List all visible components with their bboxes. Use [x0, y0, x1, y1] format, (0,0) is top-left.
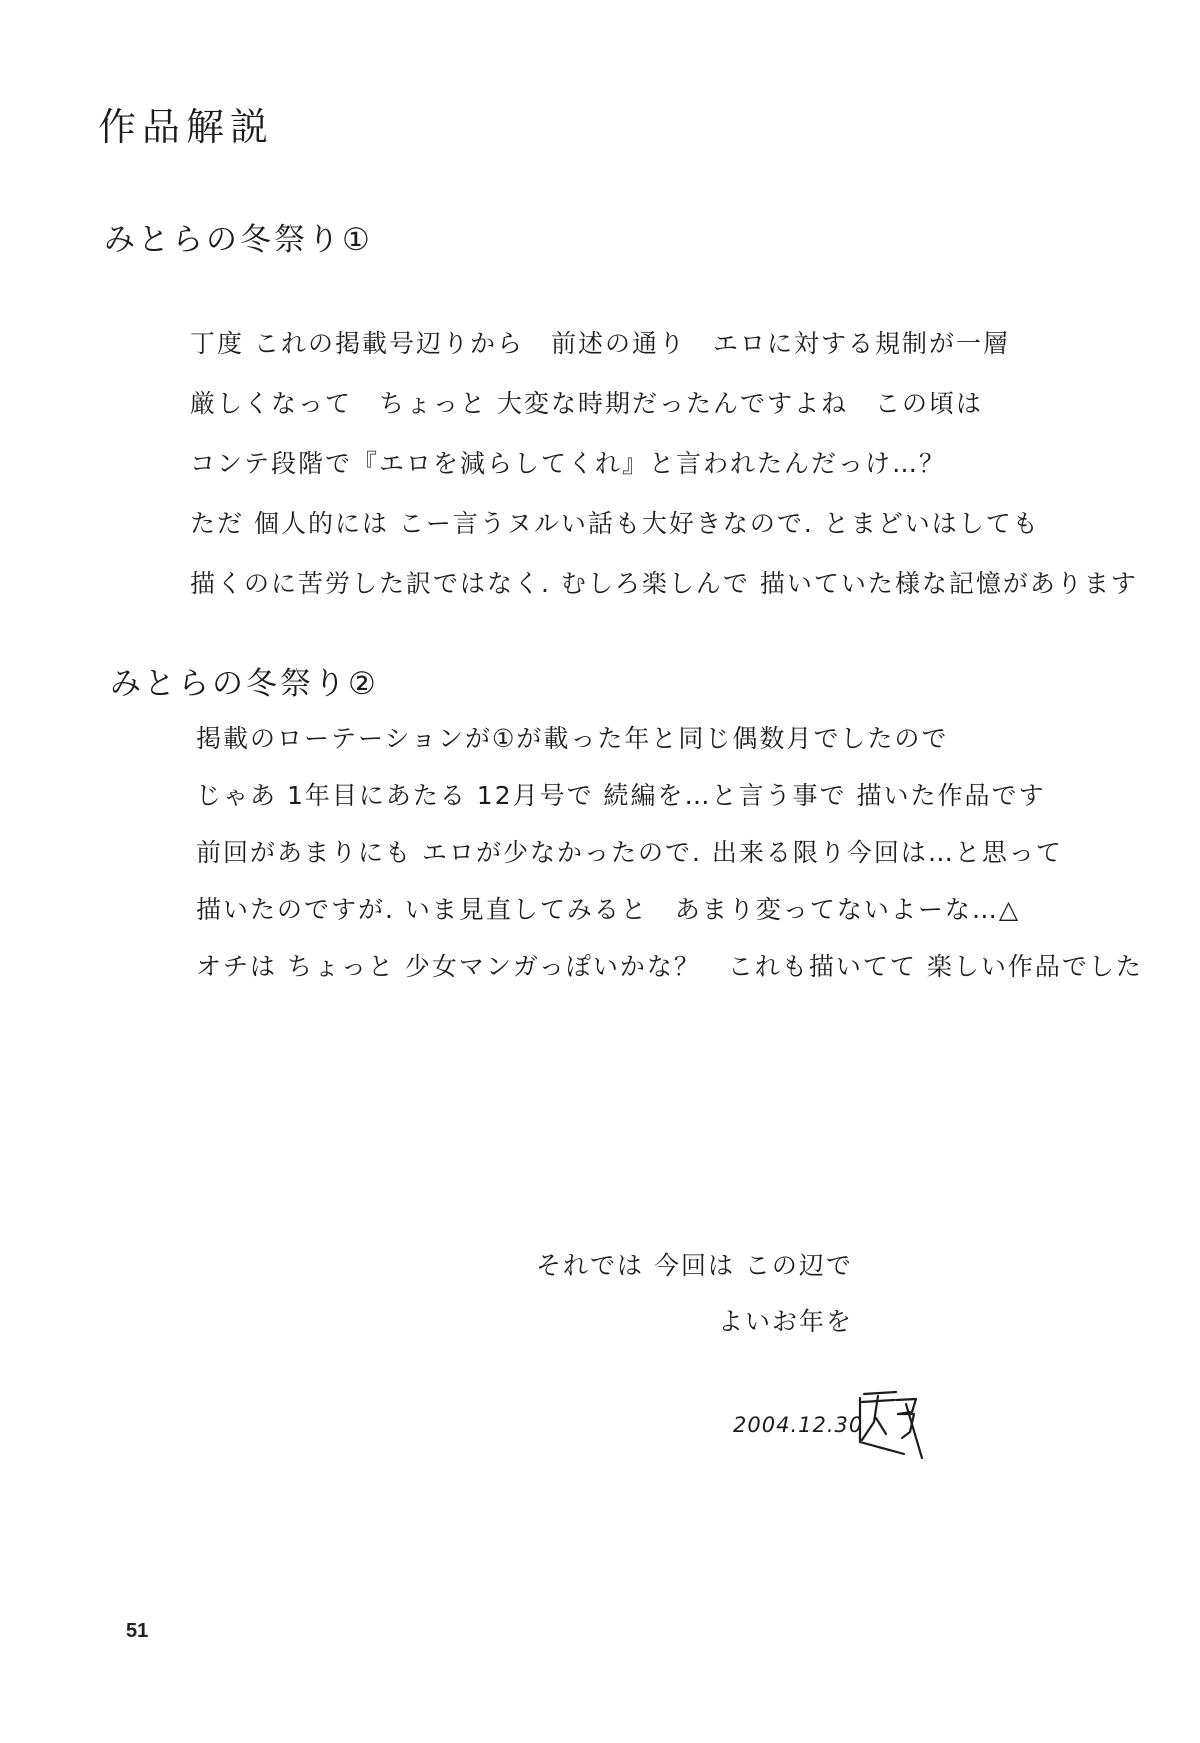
section-body-1 — [190, 329, 1138, 629]
text-line: 丁度 これの掲載号辺りから 前述の通り エロに対する規制が一層 — [190, 329, 1010, 358]
page-number: 51 — [126, 1620, 149, 1642]
section-heading-1: みとらの冬祭り① — [104, 222, 373, 258]
text-line: 描いたのですが. いま見直してみると あまり変ってないよーな…△ — [196, 895, 1021, 924]
page-title: 作品解説 — [98, 105, 275, 149]
text-line: 描くのに苦労した訳ではなく. むしろ楽しんで 描いていた様な記憶があります — [190, 569, 1138, 598]
text-line: 厳しくなって ちょっと 大変な時期だったんですよね この頃は — [190, 389, 983, 418]
text-line: オチは ちょっと 少女マンガっぽいかな？ これも描いてて 楽しい作品でした — [196, 952, 1143, 981]
text-line: ただ 個人的には こー言うヌルい話も大好きなので. とまどいはしても — [190, 509, 1040, 538]
section-body-2 — [196, 724, 1143, 1009]
section-heading-2: みとらの冬祭り② — [110, 666, 379, 702]
text-line: 前回があまりにも エロが少なかったので. 出来る限り今回は…と思って — [196, 838, 1063, 867]
date-text: 2004.12.30 — [733, 1413, 864, 1437]
text-line: 掲載のローテーションが①が載った年と同じ偶数月でしたので — [196, 724, 949, 753]
text-line: コンテ段階で『エロを減らしてくれ』と言われたんだっけ…？ — [190, 449, 947, 478]
closing-line-2: よいお年を — [718, 1307, 854, 1336]
text-line: じゃあ 1年目にあたる 12月号で 続編を…と言う事で 描いた作品です — [196, 781, 1046, 810]
handwritten-signature — [856, 1390, 926, 1462]
closing-line-1: それでは 今回は この辺で — [536, 1251, 853, 1280]
